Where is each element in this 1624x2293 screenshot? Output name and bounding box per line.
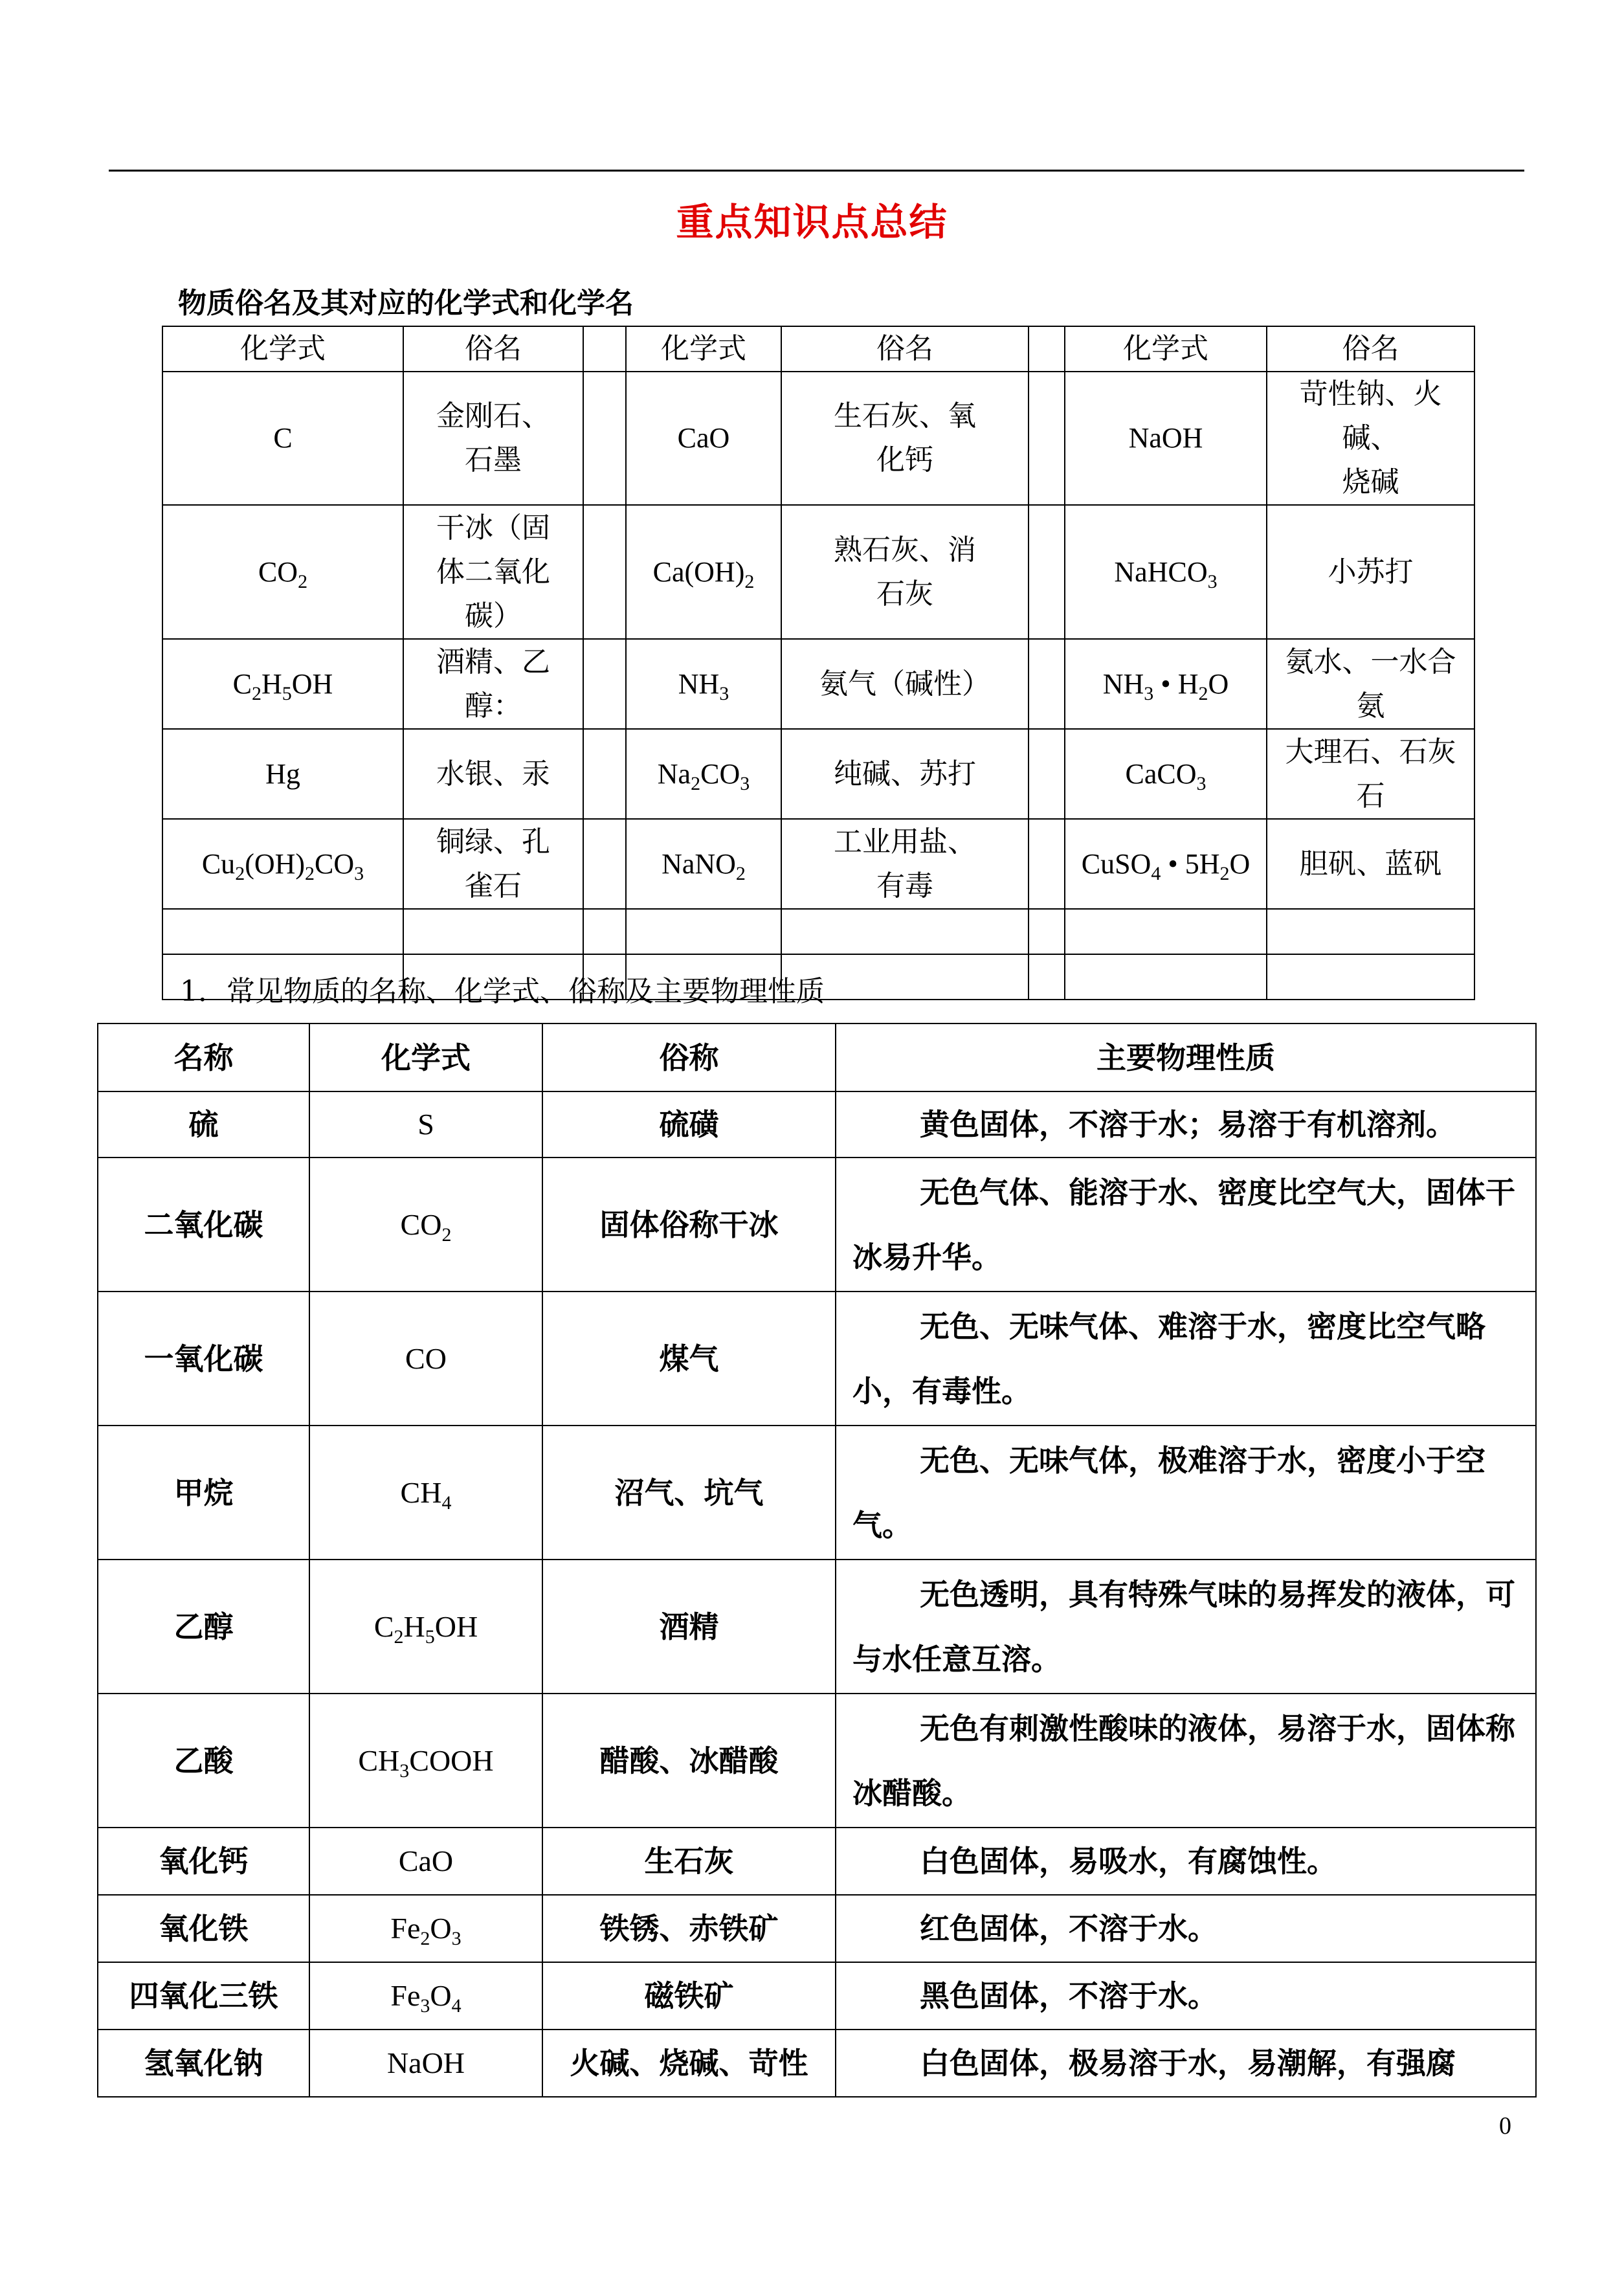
table-header-row <box>162 326 1474 372</box>
table-row <box>98 1895 1536 1962</box>
common-name-cell: 酒精 <box>542 1560 836 1694</box>
table-row <box>98 1962 1536 2030</box>
spacer-cell <box>1029 505 1065 639</box>
table-row <box>98 1426 1536 1560</box>
header-cell: 化学式 <box>162 326 403 372</box>
properties-cell: 白色固体，极易溶于水，易潮解，有强腐 <box>836 2030 1536 2097</box>
formula-cell: CuSO$_4$ • $5H_2O$ <box>1065 819 1267 909</box>
formula-cell: $CO_2$ <box>162 505 403 639</box>
table-header-row <box>98 1023 1536 1091</box>
name-cell: 工业用盐、 有毒 <box>781 819 1029 909</box>
substance-name-cell: 乙酸 <box>98 1694 309 1828</box>
spacer-cell <box>583 505 626 639</box>
page-number: 0 <box>1499 2112 1511 2140</box>
name-cell: 大理石、石灰 石 <box>1267 729 1474 819</box>
top-rule <box>109 170 1524 172</box>
spacer-cell <box>583 372 626 505</box>
name-cell: 氨水、一水合 氨 <box>1267 639 1474 729</box>
header-cell: 化学式 <box>1065 326 1267 372</box>
formula-cell: $NH_3$ • $H_2O$ <box>1065 639 1267 729</box>
header-cell: 主要物理性质 <box>836 1023 1536 1091</box>
table-row <box>98 1560 1536 1694</box>
name-cell: 熟石灰、消 石灰 <box>781 505 1029 639</box>
name-cell: 氨气（碱性） <box>781 639 1029 729</box>
formula-cell: $Ca(OH)_2$ <box>626 505 781 639</box>
name-cell: 金刚石、 石墨 <box>403 372 583 505</box>
formula-cell: $C_2H_5OH$ <box>162 639 403 729</box>
table-row <box>162 639 1474 729</box>
properties-cell: 红色固体，不溶于水。 <box>836 1895 1536 1962</box>
common-name-cell: 固体俗称干冰 <box>542 1158 836 1292</box>
table-row <box>98 1694 1536 1828</box>
header-cell: 俗名 <box>1267 326 1474 372</box>
properties-cell: 无色有刺激性酸味的液体，易溶于水，固体称冰醋酸。 <box>836 1694 1536 1828</box>
spacer-cell <box>583 729 626 819</box>
formula-cell: S <box>309 1091 542 1158</box>
table-row <box>98 1091 1536 1158</box>
name-cell: 生石灰、氧 化钙 <box>781 372 1029 505</box>
formula-cell: $CH_4$ <box>309 1426 542 1560</box>
formula-cell: $Fe_2O_3$ <box>309 1895 542 1962</box>
substance-name-cell: 二氧化碳 <box>98 1158 309 1292</box>
spacer-cell <box>1029 819 1065 909</box>
formula-cell: Hg <box>162 729 403 819</box>
common-name-cell: 生石灰 <box>542 1828 836 1895</box>
table-row <box>98 1158 1536 1292</box>
spacer-cell <box>583 326 626 372</box>
name-cell: 铜绿、孔 雀石 <box>403 819 583 909</box>
name-cell: 水银、汞 <box>403 729 583 819</box>
spacer-cell <box>1029 372 1065 505</box>
formula-cell: $C_2H_5OH$ <box>309 1560 542 1694</box>
header-cell: 俗称 <box>542 1023 836 1091</box>
name-cell: 酒精、乙 醇： <box>403 639 583 729</box>
substance-name-cell: 甲烷 <box>98 1426 309 1560</box>
spacer-cell <box>583 819 626 909</box>
substance-name-cell: 氧化钙 <box>98 1828 309 1895</box>
table-row <box>98 1828 1536 1895</box>
common-name-cell: 火碱、烧碱、苛性 <box>542 2030 836 2097</box>
substance-name-cell: 氧化铁 <box>98 1895 309 1962</box>
properties-cell: 黄色固体，不溶于水；易溶于有机溶剂。 <box>836 1091 1536 1158</box>
substance-name-cell: 乙醇 <box>98 1560 309 1694</box>
properties-cell: 无色、无味气体、难溶于水，密度比空气略小，有毒性。 <box>836 1292 1536 1426</box>
header-cell: 名称 <box>98 1023 309 1091</box>
header-cell: 俗名 <box>781 326 1029 372</box>
common-name-cell: 煤气 <box>542 1292 836 1426</box>
formula-cell: CaCO$_3$ <box>1065 729 1267 819</box>
formula-cell: CaO <box>626 372 781 505</box>
name-cell: 干冰（固 体二氧化 碳） <box>403 505 583 639</box>
properties-table <box>97 1023 1537 2097</box>
spacer-cell <box>1029 326 1065 372</box>
common-name-cell: 铁锈、赤铁矿 <box>542 1895 836 1962</box>
substance-name-cell: 一氧化碳 <box>98 1292 309 1426</box>
table-row <box>98 1292 1536 1426</box>
empty-row <box>162 909 1474 954</box>
formula-cell: $Na_2CO_3$ <box>626 729 781 819</box>
properties-cell: 黑色固体，不溶于水。 <box>836 1962 1536 2030</box>
properties-cell: 白色固体，易吸水，有腐蚀性。 <box>836 1828 1536 1895</box>
spacer-cell <box>1029 729 1065 819</box>
properties-cell: 无色透明，具有特殊气味的易挥发的液体，可与水任意互溶。 <box>836 1560 1536 1694</box>
common-name-cell: 醋酸、冰醋酸 <box>542 1694 836 1828</box>
formula-cell: CaO <box>309 1828 542 1895</box>
table-row <box>162 729 1474 819</box>
name-cell: 胆矾、蓝矾 <box>1267 819 1474 909</box>
formula-cell: NaOH <box>309 2030 542 2097</box>
spacer-cell <box>1029 639 1065 729</box>
table-row <box>98 2030 1536 2097</box>
common-name-cell: 硫磺 <box>542 1091 836 1158</box>
name-cell: 小苏打 <box>1267 505 1474 639</box>
section2-heading: 1．常见物质的名称、化学式、俗称及主要物理性质 <box>180 975 825 1008</box>
table-row <box>162 505 1474 639</box>
common-names-table <box>162 326 1475 1000</box>
formula-cell: $CH_3COOH$ <box>309 1694 542 1828</box>
substance-name-cell: 硫 <box>98 1091 309 1158</box>
table-row <box>162 819 1474 909</box>
substance-name-cell: 氢氧化钠 <box>98 2030 309 2097</box>
substance-name-cell: 四氧化三铁 <box>98 1962 309 2030</box>
common-name-cell: 沼气、坑气 <box>542 1426 836 1560</box>
formula-cell: NaOH <box>1065 372 1267 505</box>
formula-cell: CO <box>309 1292 542 1426</box>
formula-cell: $CO_2$ <box>309 1158 542 1292</box>
spacer-cell <box>583 639 626 729</box>
properties-table-body <box>98 1091 1536 2097</box>
header-cell: 俗名 <box>403 326 583 372</box>
section1-heading: 物质俗名及其对应的化学式和化学名 <box>178 287 634 320</box>
formula-cell: $Cu_2(OH)_2CO_3$ <box>162 819 403 909</box>
formula-cell: $NH_3$ <box>626 639 781 729</box>
properties-cell: 无色、无味气体，极难溶于水，密度小于空气。 <box>836 1426 1536 1560</box>
formula-cell: NaNO$_2$ <box>626 819 781 909</box>
formula-cell: NaHCO$_3$ <box>1065 505 1267 639</box>
properties-cell: 无色气体、能溶于水、密度比空气大，固体干冰易升华。 <box>836 1158 1536 1292</box>
name-cell: 纯碱、苏打 <box>781 729 1029 819</box>
formula-cell: $Fe_3O_4$ <box>309 1962 542 2030</box>
page-title: 重点知识点总结 <box>676 200 948 244</box>
name-cell: 苛性钠、火碱、 烧碱 <box>1267 372 1474 505</box>
table-row <box>162 372 1474 505</box>
header-cell: 化学式 <box>309 1023 542 1091</box>
header-cell: 化学式 <box>626 326 781 372</box>
common-name-cell: 磁铁矿 <box>542 1962 836 2030</box>
formula-cell: C <box>162 372 403 505</box>
